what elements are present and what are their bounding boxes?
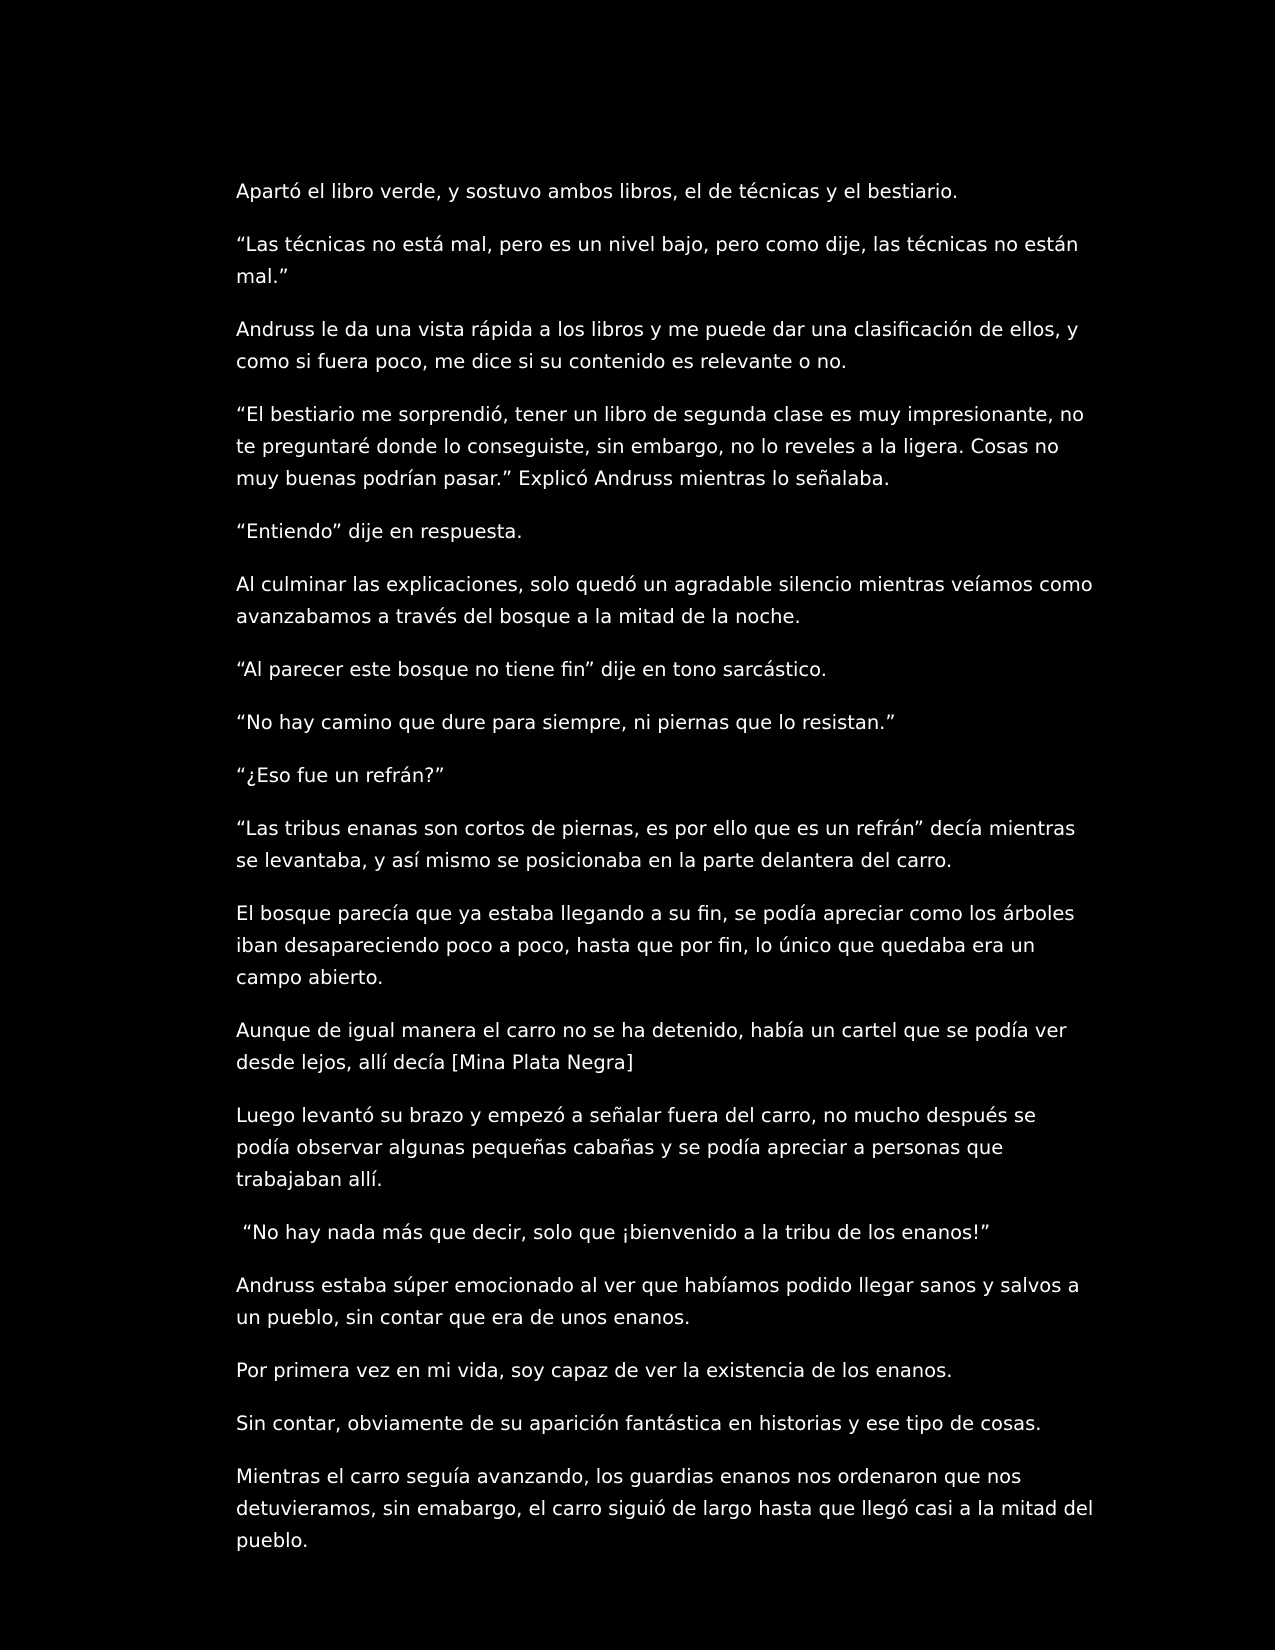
paragraph-14: “No hay nada más que decir, solo que ¡bienvenido a la tribu de los enanos!” — [236, 1221, 991, 1244]
paragraph-5: “Entiendo” dije en respuesta. — [236, 520, 523, 543]
paragraph-18: Mientras el carro seguía avanzando, los guardias enanos nos ordenaron que nos detuvieramos, sin emabargo, el carro siguió de largo hasta que llegó casi a la mitad del pueblo. — [236, 1465, 1100, 1552]
paragraph-3: Andruss le da una vista rápida a los libros y me puede dar una clasificación de ellos, y como si fuera poco, me dice si su contenido es relevante o no. — [236, 318, 1085, 373]
paragraph-2: “Las técnicas no está mal, pero es un nivel bajo, pero como dije, las técnicas no están mal.” — [236, 233, 1085, 288]
paragraph-9: “¿Eso fue un refrán?” — [236, 764, 445, 787]
paragraph-8: “No hay camino que dure para siempre, ni piernas que lo resistan.” — [236, 711, 896, 734]
paragraph-1: Apartó el libro verde, y sostuvo ambos libros, el de técnicas y el bestiario. — [236, 180, 959, 203]
paragraph-16: Por primera vez en mi vida, soy capaz de ver la existencia de los enanos. — [236, 1359, 953, 1382]
paragraph-12: Aunque de igual manera el carro no se ha detenido, había un cartel que se podía ver desde lejos, allí decía [Mina Plata Negra] — [236, 1019, 1073, 1074]
paragraph-4: “El bestiario me sorprendió, tener un libro de segunda clase es muy impresionante, no te preguntaré donde lo conseguiste, sin embargo, no lo reveles a la ligera. Cosas no muy buenas podrían pasar.” Explicó Andruss mientras lo señalaba. — [236, 403, 1091, 490]
paragraph-11: El bosque parecía que ya estaba llegando a su fin, se podía apreciar como los árboles iban desapareciendo poco a poco, hasta que por fin, lo único que quedaba era un campo abierto. — [236, 902, 1081, 989]
paragraph-13: Luego levantó su brazo y empezó a señalar fuera del carro, no mucho después se podía observar algunas pequeñas cabañas y se podía apreciar a personas que trabajaban allí. — [236, 1104, 1043, 1191]
paragraph-7: “Al parecer este bosque no tiene fin” dije en tono sarcástico. — [236, 658, 827, 681]
paragraph-10: “Las tribus enanas son cortos de piernas, es por ello que es un refrán” decía mientras se levantaba, y así mismo se posicionaba en la parte delantera del carro. — [236, 817, 1082, 872]
paragraph-15: Andruss estaba súper emocionado al ver que habíamos podido llegar sanos y salvos a un pueblo, sin contar que era de unos enanos. — [236, 1274, 1086, 1329]
body-text — [236, 176, 1100, 1578]
paragraph-6: Al culminar las explicaciones, solo quedó un agradable silencio mientras veíamos como avanzabamos a través del bosque a la mitad de la noche. — [236, 573, 1099, 628]
paragraph-17: Sin contar, obviamente de su aparición fantástica en historias y ese tipo de cosas. — [236, 1412, 1042, 1435]
